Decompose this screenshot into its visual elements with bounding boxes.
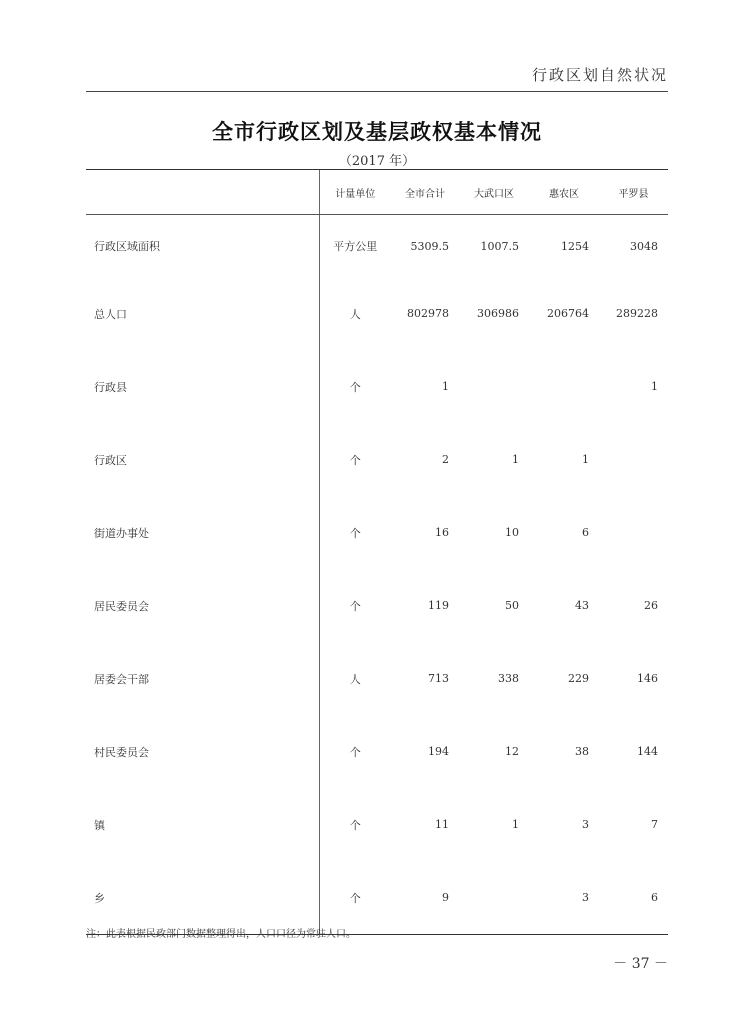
cell-total: 802978 (407, 307, 449, 320)
table-row (86, 423, 668, 496)
cell-huinong: 38 (575, 745, 589, 758)
cell-pingluo: 26 (644, 599, 658, 612)
table-title: 全市行政区划及基层政权基本情况 (212, 119, 542, 144)
cell-huinong (529, 350, 599, 423)
cell-huinong: 3 (529, 861, 599, 935)
row-unit: 个 (319, 569, 391, 642)
row-name: 街道办事处 (94, 526, 149, 540)
table-row (86, 642, 668, 715)
cell-total: 16 (435, 526, 449, 539)
cell-pingluo: 6 (599, 861, 668, 935)
cell-dawukou: 1 (512, 818, 519, 831)
row-unit: 个 (319, 350, 391, 423)
cell-total: 713 (428, 672, 449, 685)
header-item (86, 170, 319, 215)
row-name: 镇 (94, 818, 105, 832)
cell-pingluo: 3048 (630, 239, 658, 253)
cell-pingluo: 7 (651, 818, 658, 831)
row-unit: 平方公里 (319, 215, 391, 278)
row-unit: 个 (319, 861, 391, 935)
row-name: 居民委员会 (94, 599, 149, 613)
table-subtitle: （2017 年） (338, 154, 416, 169)
header-dawukou: 大武口区 (459, 170, 529, 215)
row-name: 行政区 (94, 453, 127, 467)
row-name: 行政县 (94, 380, 127, 394)
row-unit: 个 (319, 423, 391, 496)
cell-total: 2 (442, 453, 449, 466)
table-row (86, 788, 668, 861)
header-pingluo: 平罗县 (599, 170, 668, 215)
table-header-row (86, 170, 668, 215)
row-unit: 人 (319, 642, 391, 715)
cell-dawukou (459, 350, 529, 423)
row-name: 总人口 (94, 307, 127, 321)
cell-pingluo (599, 423, 668, 496)
cell-huinong: 6 (582, 526, 589, 539)
table-row (86, 215, 668, 278)
cell-dawukou: 50 (505, 599, 519, 612)
row-name: 村民委员会 (94, 745, 149, 759)
row-name: 乡 (86, 861, 319, 935)
cell-dawukou: 1007.5 (480, 239, 519, 253)
table-row (86, 350, 668, 423)
running-header: 行政区划自然状况 (531, 66, 668, 84)
cell-huinong: 229 (568, 672, 589, 685)
row-unit: 个 (319, 496, 391, 569)
row-unit: 个 (319, 715, 391, 788)
table-row (86, 277, 668, 350)
table-footnote: 注：此表根据民政部门数据整理得出，人口口径为常驻人口。 (86, 929, 356, 940)
cell-huinong: 206764 (547, 307, 589, 320)
cell-pingluo: 289228 (616, 307, 658, 320)
cell-total: 11 (435, 818, 449, 831)
cell-total: 119 (428, 599, 449, 612)
cell-total: 1 (442, 380, 449, 393)
cell-huinong: 1 (582, 453, 589, 466)
cell-dawukou: 12 (505, 745, 519, 758)
row-unit: 人 (319, 277, 391, 350)
cell-pingluo: 1 (651, 380, 658, 393)
table-row (86, 569, 668, 642)
cell-huinong: 1254 (561, 239, 589, 253)
cell-total: 5309.5 (410, 239, 449, 253)
page-number: － 37 － (613, 956, 668, 972)
cell-pingluo: 144 (637, 745, 658, 758)
header-unit: 计量单位 (319, 170, 391, 215)
cell-pingluo (599, 496, 668, 569)
cell-total: 194 (428, 745, 449, 758)
header-huinong: 惠农区 (529, 170, 599, 215)
row-unit: 个 (319, 788, 391, 861)
cell-total: 9 (391, 861, 459, 935)
header-total: 全市合计 (391, 170, 459, 215)
table-row (86, 861, 668, 935)
table-row (86, 715, 668, 788)
cell-dawukou: 338 (498, 672, 519, 685)
table-row (86, 496, 668, 569)
cell-dawukou: 10 (505, 526, 519, 539)
statistics-table (86, 169, 668, 935)
cell-dawukou (459, 861, 529, 935)
cell-huinong: 3 (582, 818, 589, 831)
row-name: 居委会干部 (94, 672, 149, 686)
row-name: 行政区域面积 (94, 240, 160, 253)
cell-dawukou: 306986 (477, 307, 519, 320)
cell-dawukou: 1 (512, 453, 519, 466)
cell-pingluo: 146 (637, 672, 658, 685)
cell-huinong: 43 (575, 599, 589, 612)
header-rule (86, 91, 668, 92)
